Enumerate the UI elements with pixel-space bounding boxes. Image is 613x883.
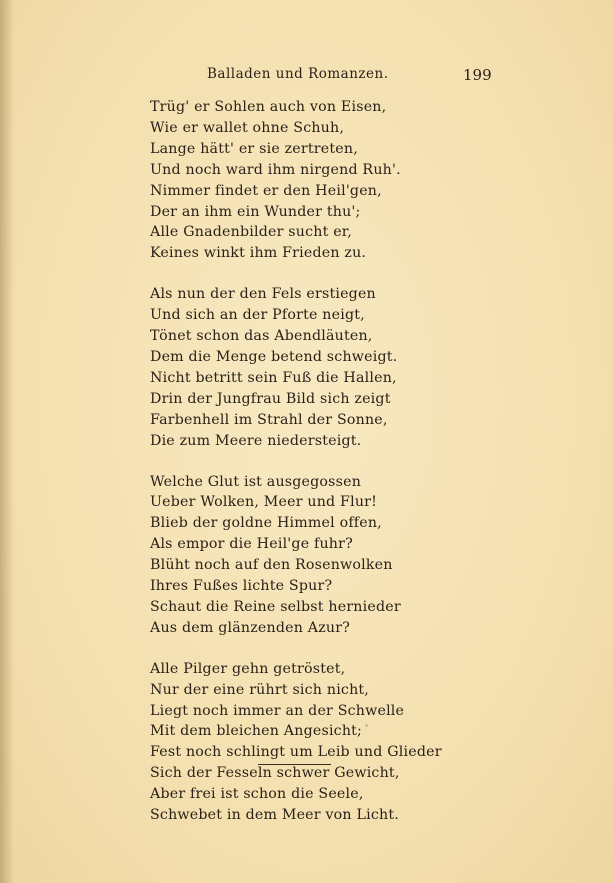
verse-line: Blüht noch auf den Rosenwolken (150, 557, 393, 574)
page-spine-shadow (0, 0, 14, 883)
verse-line: Drin der Jungfrau Bild sich zeigt (150, 390, 391, 407)
verse-line: Nimmer findet er den Heil'gen, (150, 182, 382, 199)
verse-line: Aus dem glänzenden Azur? (150, 619, 351, 636)
verse-line: Welche Glut ist ausgegossen (150, 473, 362, 490)
verse-line: Ueber Wolken, Meer und Flur! (150, 494, 378, 511)
stanza-3 (150, 472, 450, 639)
verse-line: Wie er wallet ohne Schuh, (150, 119, 345, 136)
verse-line: Schwebet in dem Meer von Licht. (150, 807, 399, 824)
verse-line: Liegt noch immer an der Schwelle (150, 702, 405, 719)
verse-line: Dem die Menge betend schweigt. (150, 348, 398, 365)
page-header (0, 66, 613, 86)
running-title: Balladen und Romanzen. (207, 66, 389, 82)
end-rule (258, 764, 331, 765)
verse-line: Nicht betritt sein Fuß die Hallen, (150, 369, 397, 386)
verse-line: Keines winkt ihm Frieden zu. (150, 245, 367, 262)
page-number: 199 (463, 66, 492, 84)
verse-line: Der an ihm ein Wunder thu'; (150, 203, 361, 220)
verse-line: Nur der eine rührt sich nicht, (150, 681, 370, 698)
verse-line: Mit dem bleichen Angesicht; (150, 723, 363, 740)
verse-line: Und sich an der Pforte neigt, (150, 307, 365, 324)
paper-speck (365, 724, 368, 727)
stanza-1 (150, 97, 450, 264)
verse-line: Als empor die Heil'ge fuhr? (150, 536, 353, 553)
verse-line: Ihres Fußes lichte Spur? (150, 578, 333, 595)
poem (150, 97, 450, 846)
stanza-4 (150, 659, 450, 826)
verse-line: Lange hätt' er sie zertreten, (150, 140, 358, 157)
verse-line: Fest noch schlingt um Leib und Glieder (150, 744, 442, 761)
verse-line: Farbenhell im Strahl der Sonne, (150, 411, 388, 428)
verse-line: Die zum Meere niedersteigt. (150, 432, 362, 449)
verse-line: Trüg' er Sohlen auch von Eisen, (150, 99, 387, 115)
verse-line: Blieb der goldne Himmel offen, (150, 515, 382, 532)
verse-line: Als nun der den Fels erstiegen (150, 286, 376, 303)
verse-line: Aber frei ist schon die Seele, (150, 786, 364, 803)
verse-line: Schaut die Reine selbst hernieder (150, 598, 401, 615)
verse-line: Und noch ward ihm nirgend Ruh'. (150, 161, 401, 178)
verse-line: Sich der Fesseln schwer Gewicht, (150, 765, 400, 782)
stanza-2 (150, 284, 450, 451)
verse-line: Alle Pilger gehn getröstet, (150, 660, 346, 677)
verse-line: Alle Gnadenbilder sucht er, (150, 224, 352, 241)
verse-line: Tönet schon das Abendläuten, (150, 328, 373, 345)
